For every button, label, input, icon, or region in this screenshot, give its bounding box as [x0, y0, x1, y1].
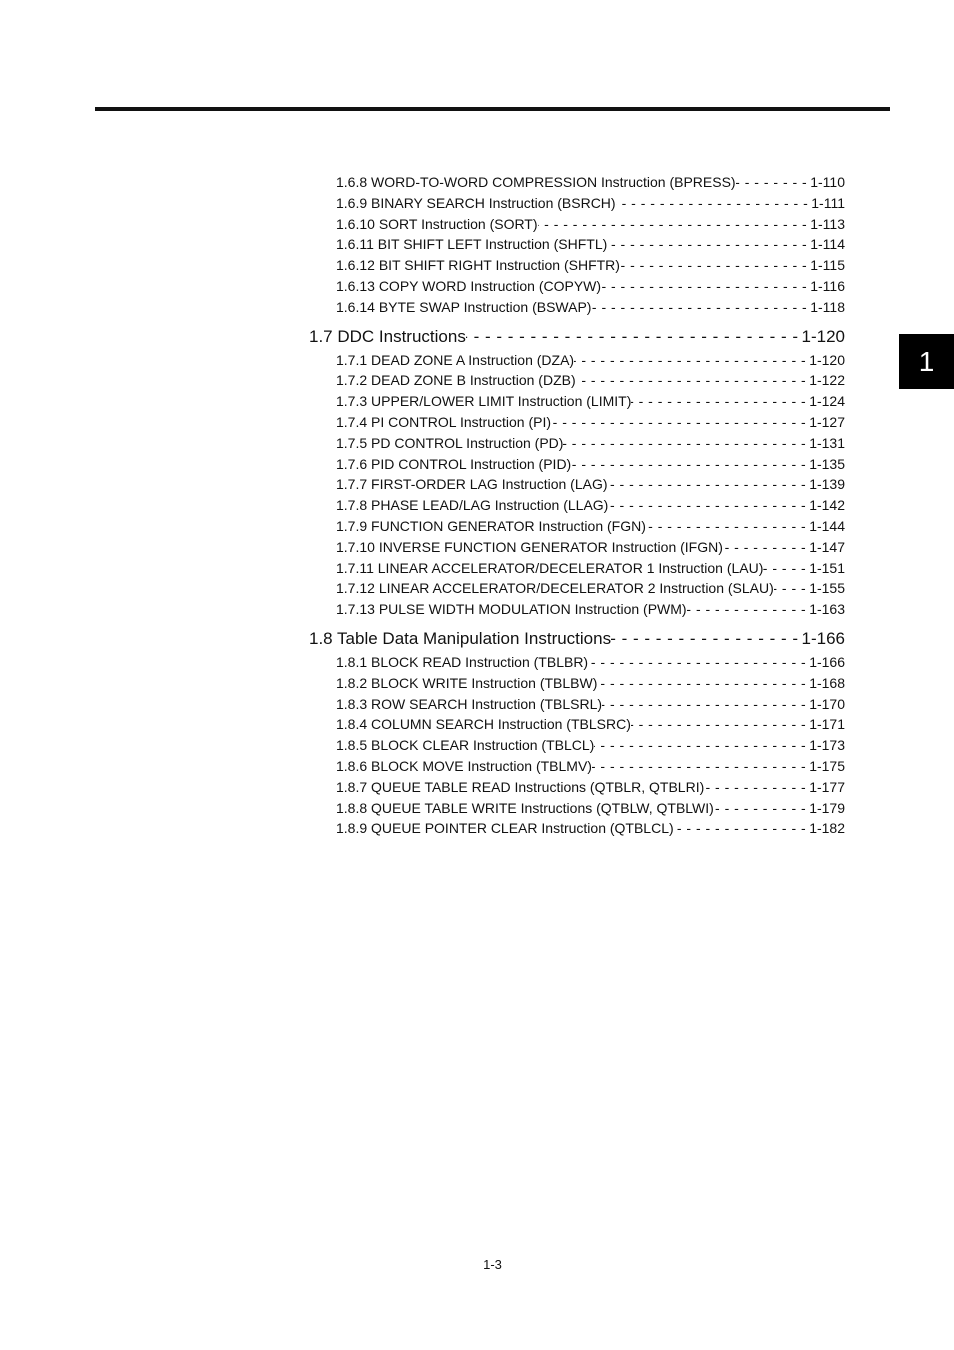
toc-section-1-7[interactable]: [309, 326, 845, 348]
toc-entry-page: 1-168: [809, 674, 845, 691]
toc-entry-label: 1.6.10 SORT Instruction (SORT): [336, 215, 538, 232]
toc-entry-page: 1-113: [810, 215, 845, 232]
dot-leader: [538, 214, 811, 235]
dot-leader: [551, 412, 809, 433]
toc-entry-page: 1-114: [810, 236, 845, 253]
toc-entry[interactable]: [336, 474, 845, 495]
toc-entry[interactable]: [336, 214, 845, 235]
toc-entry[interactable]: [336, 391, 845, 412]
toc-entry-label: 1.7.1 DEAD ZONE A Instruction (DZA): [336, 351, 575, 368]
toc-entry-page: 1-124: [809, 393, 845, 410]
toc-entry-page: 1-111: [811, 194, 845, 211]
toc-entry[interactable]: [336, 537, 845, 558]
toc-entry-page: 1-116: [810, 277, 845, 294]
toc-entry-label: 1.7.8 PHASE LEAD/LAG Instruction (LLAG): [336, 497, 609, 514]
toc-entry-label: 1.8.6 BLOCK MOVE Instruction (TBLMV): [336, 757, 592, 774]
toc-entry[interactable]: [336, 255, 845, 276]
toc-group-1-8: [309, 652, 845, 839]
toc-entry[interactable]: [336, 714, 845, 735]
chapter-tab: 1: [899, 334, 954, 389]
toc-entry[interactable]: [336, 172, 845, 193]
toc-group-1-6: [309, 172, 845, 318]
toc-entry-page: 1-177: [809, 778, 845, 795]
dot-leader: [594, 735, 809, 756]
dot-leader: [687, 599, 810, 620]
toc-entry-page: 1-110: [810, 174, 845, 190]
dot-leader: [602, 694, 809, 715]
toc-entry-label: 1.7.3 UPPER/LOWER LIMIT Instruction (LIMIT): [336, 393, 632, 410]
toc-entry[interactable]: [336, 297, 845, 318]
toc-entry-label: 1.8.4 COLUMN SEARCH Instruction (TBLSRC): [336, 716, 631, 733]
toc-entry[interactable]: [336, 558, 845, 579]
dot-leader: [563, 433, 809, 454]
toc-entry-label: 1.8.5 BLOCK CLEAR Instruction (TBLCL): [336, 737, 595, 754]
toc-entry-page: 1-163: [809, 601, 845, 618]
toc-entry[interactable]: [336, 777, 845, 798]
toc-section-label: 1.7 DDC Instructions: [309, 326, 466, 346]
dot-leader: [576, 370, 810, 391]
toc-entry[interactable]: [336, 798, 845, 819]
toc-entry[interactable]: [336, 234, 845, 255]
toc-section-page: 1-120: [801, 326, 845, 346]
dot-leader: [674, 818, 810, 839]
toc-entry-label: 1.7.10 INVERSE FUNCTION GENERATOR Instruction (IFGN): [336, 538, 723, 555]
toc-entry-page: 1-179: [809, 799, 845, 816]
toc-section-label: 1.8 Table Data Manipulation Instructions: [309, 628, 612, 648]
toc-entry-page: 1-127: [809, 413, 845, 430]
toc-entry-page: 1-135: [809, 455, 845, 472]
toc-entry-page: 1-155: [809, 580, 845, 597]
toc-section-1-8[interactable]: [309, 628, 845, 650]
toc-entry-label: 1.7.4 PI CONTROL Instruction (PI): [336, 413, 551, 430]
toc-entry-label: 1.8.1 BLOCK READ Instruction (TBLBR): [336, 653, 589, 670]
dot-leader: [588, 652, 809, 673]
toc-entry-page: 1-120: [809, 351, 845, 368]
toc-entry-page: 1-118: [810, 298, 845, 315]
toc-entry[interactable]: [336, 433, 845, 454]
dot-leader: [616, 193, 812, 214]
toc-entry[interactable]: [336, 673, 845, 694]
toc-entry-label: 1.6.12 BIT SHIFT RIGHT Instruction (SHFTR): [336, 257, 620, 274]
dot-leader: [611, 628, 801, 650]
toc-entry-page: 1-122: [809, 372, 845, 389]
table-of-contents: [309, 172, 845, 839]
toc-entry-label: 1.7.12 LINEAR ACCELERATOR/DECELERATOR 2 Instruction (SLAU): [336, 580, 774, 597]
toc-section-page: 1-166: [801, 628, 845, 648]
toc-entry-label: 1.6.11 BIT SHIFT LEFT Instruction (SHFTL): [336, 236, 608, 253]
toc-entry-label: 1.6.8 WORD-TO-WORD COMPRESSION Instruction (BPRESS): [336, 174, 736, 190]
toc-entry-label: 1.7.5 PD CONTROL Instruction (PD): [336, 434, 564, 451]
dot-leader: [466, 326, 802, 348]
toc-entry[interactable]: [336, 193, 845, 214]
toc-entry-label: 1.8.3 ROW SEARCH Instruction (TBLSRL): [336, 695, 603, 712]
toc-entry-label: 1.6.14 BYTE SWAP Instruction (BSWAP): [336, 298, 592, 315]
toc-entry[interactable]: [336, 370, 845, 391]
dot-leader: [714, 798, 809, 819]
toc-entry-page: 1-142: [809, 497, 845, 514]
toc-entry[interactable]: [336, 276, 845, 297]
toc-entry-label: 1.7.6 PID CONTROL Instruction (PID): [336, 455, 572, 472]
toc-entry-page: 1-151: [809, 559, 845, 576]
dot-leader: [608, 495, 809, 516]
dot-leader: [736, 172, 811, 193]
dot-leader: [774, 578, 809, 599]
toc-entry[interactable]: [336, 350, 845, 371]
toc-entry-label: 1.7.11 LINEAR ACCELERATOR/DECELERATOR 1 Instruction (LAU): [336, 559, 764, 576]
toc-entry[interactable]: [336, 694, 845, 715]
dot-leader: [763, 558, 809, 579]
toc-entry-page: 1-175: [809, 757, 845, 774]
toc-entry-page: 1-182: [809, 820, 845, 837]
dot-leader: [592, 756, 809, 777]
toc-entry-label: 1.7.13 PULSE WIDTH MODULATION Instruction (PWM): [336, 601, 687, 618]
toc-entry[interactable]: [336, 516, 845, 537]
dot-leader: [631, 714, 809, 735]
dot-leader: [601, 276, 810, 297]
dot-leader: [591, 297, 810, 318]
toc-entry-page: 1-131: [809, 434, 845, 451]
toc-entry-page: 1-173: [809, 737, 845, 754]
toc-entry-label: 1.8.7 QUEUE TABLE READ Instructions (QTBLR, QTBLRI): [336, 778, 705, 795]
toc-entry[interactable]: [336, 599, 845, 620]
toc-entry-page: 1-144: [809, 517, 845, 534]
toc-entry-label: 1.8.8 QUEUE TABLE WRITE Instructions (QTBLW, QTBLWI): [336, 799, 714, 816]
toc-entry[interactable]: [336, 735, 845, 756]
dot-leader: [646, 516, 809, 537]
dot-leader: [620, 255, 810, 276]
dot-leader: [631, 391, 809, 412]
dot-leader: [597, 673, 809, 694]
dot-leader: [704, 777, 809, 798]
toc-entry[interactable]: [336, 412, 845, 433]
toc-group-1-7: [309, 350, 845, 620]
toc-entry-label: 1.6.9 BINARY SEARCH Instruction (BSRCH): [336, 194, 616, 211]
toc-entry[interactable]: [336, 495, 845, 516]
toc-entry[interactable]: [336, 578, 845, 599]
toc-entry-label: 1.7.7 FIRST-ORDER LAG Instruction (LAG): [336, 476, 608, 493]
toc-entry-page: 1-171: [809, 716, 845, 733]
toc-entry-page: 1-166: [809, 653, 845, 670]
dot-leader: [607, 234, 810, 255]
dot-leader: [574, 350, 809, 371]
toc-entry-label: 1.7.2 DEAD ZONE B Instruction (DZB): [336, 372, 576, 389]
toc-entry-page: 1-170: [809, 695, 845, 712]
toc-entry-page: 1-147: [809, 538, 845, 555]
dot-leader: [608, 474, 810, 495]
toc-entry-label: 1.6.13 COPY WORD Instruction (COPYW): [336, 277, 602, 294]
toc-entry-page: 1-139: [809, 476, 845, 493]
toc-entry-label: 1.8.2 BLOCK WRITE Instruction (TBLBW): [336, 674, 598, 691]
toc-entry-label: 1.8.9 QUEUE POINTER CLEAR Instruction (QTBLCL): [336, 820, 674, 837]
toc-entry[interactable]: [336, 756, 845, 777]
page-number: 1-3: [483, 1257, 502, 1272]
header-rule: [95, 107, 890, 111]
dot-leader: [571, 454, 809, 475]
toc-entry[interactable]: [336, 818, 845, 839]
toc-entry[interactable]: [336, 454, 845, 475]
dot-leader: [723, 537, 809, 558]
toc-entry-page: 1-115: [810, 257, 845, 274]
toc-entry[interactable]: [336, 652, 845, 673]
toc-entry-label: 1.7.9 FUNCTION GENERATOR Instruction (FGN): [336, 517, 646, 534]
